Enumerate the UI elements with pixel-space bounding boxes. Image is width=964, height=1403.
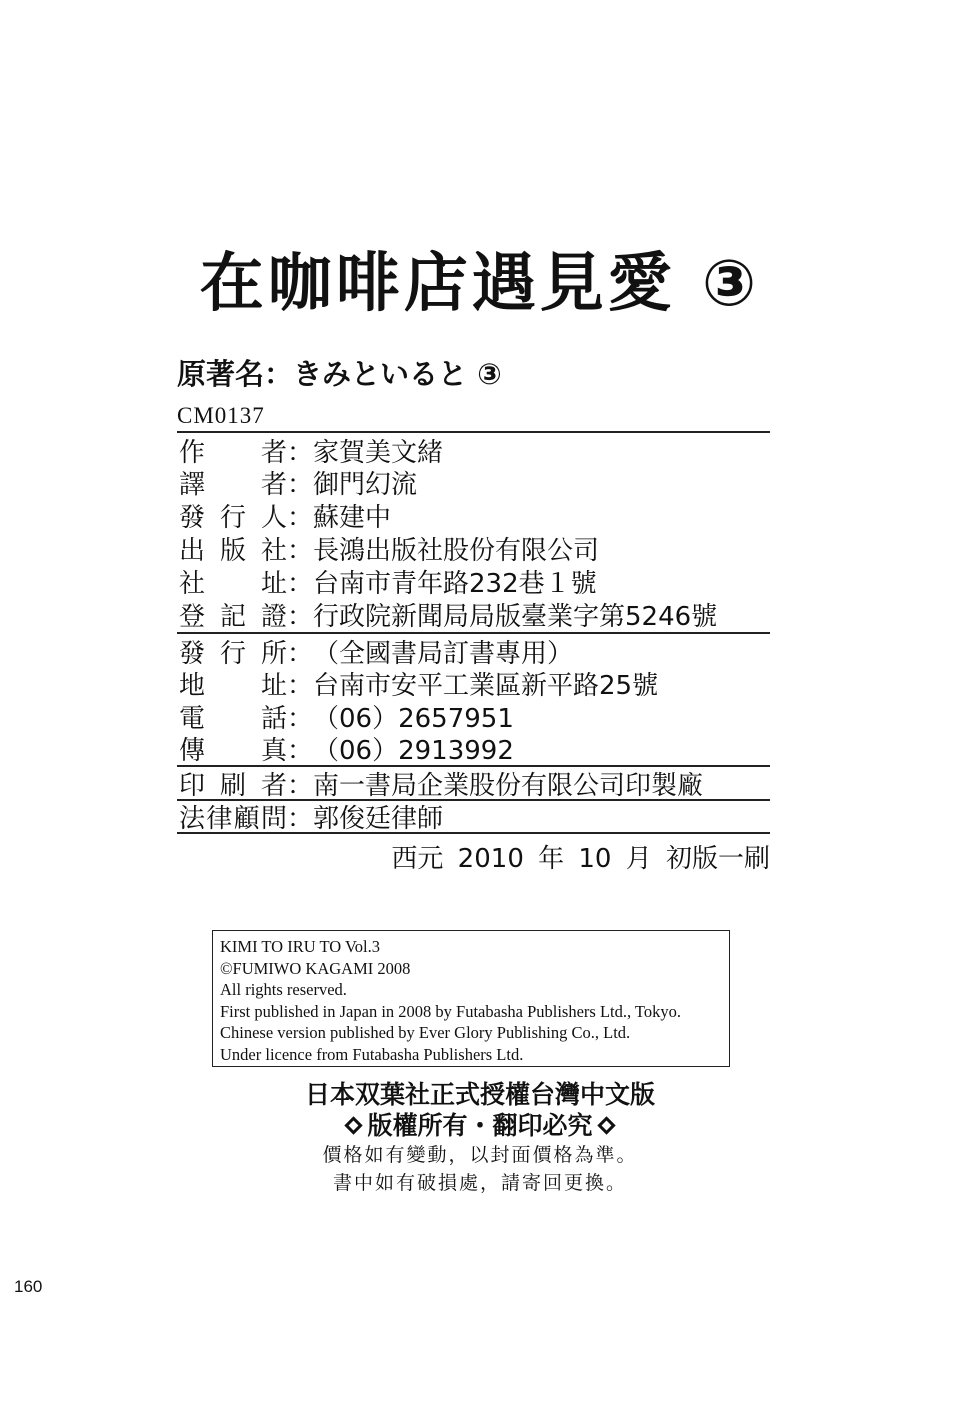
credit-value: 長鴻出版社股份有限公司: [313, 535, 600, 566]
copyright-box: [212, 930, 730, 1067]
credit-label-char: 版: [219, 535, 246, 566]
credit-label-char: 刷: [219, 770, 246, 801]
copyright-line: Under licence from Futabasha Publishers Ltd.: [220, 1044, 524, 1064]
credit-label: [179, 633, 287, 670]
credit-label-char: 譯: [179, 470, 206, 501]
credit-colon: ：: [287, 470, 314, 501]
credit-row: [179, 767, 703, 799]
credit-label-char: 傳: [179, 736, 206, 766]
copyright-line: ©FUMIWO KAGAMI 2008: [220, 958, 411, 978]
credit-label-char: 者: [260, 437, 287, 468]
credit-label-char: 址: [260, 671, 287, 701]
divider-rule: [177, 832, 770, 834]
credit-label-char: 發: [179, 503, 206, 534]
credit-row: [179, 668, 658, 700]
credit-label: [179, 730, 287, 767]
credit-label: [179, 596, 287, 633]
copyright-line: KIMI TO IRU TO Vol.3: [220, 937, 380, 956]
copyright-line: All rights reserved.: [220, 980, 347, 1000]
credit-label-char: 作: [179, 437, 206, 468]
credit-value: 蘇建中: [313, 503, 392, 534]
credit-label-char: 者: [260, 470, 287, 501]
book-title: 在咖啡店遇見愛 ③: [199, 247, 761, 321]
credit-label-char: 地: [179, 671, 206, 701]
edition-line: 西元 2010 年 10 月 初版一刷: [391, 844, 770, 874]
credit-label-char: 所: [260, 638, 287, 669]
credit-row: [179, 467, 417, 499]
credit-label-char: 印: [179, 770, 206, 801]
original-title: 原著名：きみといると ③: [177, 357, 502, 391]
credit-colon: ：: [287, 671, 314, 701]
credit-row: [179, 565, 597, 597]
credit-value: 御門幻流: [313, 470, 418, 501]
credit-value: 家賀美文緒: [313, 437, 444, 468]
credit-label: [179, 497, 287, 534]
credit-label-char: 社: [179, 568, 206, 599]
credit-colon: ：: [287, 703, 314, 734]
authorization-line: 日本双葉社正式授權台灣中文版: [304, 1080, 655, 1109]
credit-label: [179, 464, 287, 501]
credit-colon: ：: [287, 736, 314, 766]
credit-colon: ：: [287, 535, 314, 566]
credit-label-char: 社: [260, 535, 287, 566]
credit-label-char: 證: [260, 601, 287, 632]
diamond-icon: [345, 1116, 363, 1134]
credit-colon: ：: [287, 638, 314, 669]
credit-colon: ：: [287, 568, 314, 599]
credit-colon: ：: [287, 601, 314, 632]
credit-label-char: 真: [260, 736, 287, 766]
price-note: 價格如有變動，以封面價格為準。: [322, 1144, 638, 1166]
credit-label-char: 人: [260, 503, 287, 534]
credit-value: 南一書局企業股份有限公司印製廠: [313, 770, 704, 801]
credit-value: 行政院新聞局局版臺業字第5246號: [313, 601, 718, 632]
credit-row: [179, 800, 443, 832]
credit-value: （全國書局訂書專用）: [313, 638, 574, 669]
credit-colon: ：: [287, 437, 314, 468]
credit-label-char: 行: [219, 638, 246, 669]
credit-label-char: 話: [260, 703, 287, 734]
credit-label: [179, 530, 287, 567]
credit-label-char: 電: [179, 703, 206, 734]
credit-label-char: 法: [179, 803, 206, 834]
credit-colon: ：: [287, 803, 314, 834]
credit-colon: ：: [287, 770, 314, 801]
catalog-code: CM0137: [177, 403, 265, 428]
credit-label: [179, 432, 287, 469]
damage-note: 書中如有破損處，請寄回更換。: [332, 1172, 627, 1194]
credit-value: 台南市青年路232巷１號: [313, 568, 597, 599]
credit-label-char: 者: [260, 770, 287, 801]
credit-label-char: 問: [260, 803, 287, 834]
credit-row: [179, 500, 391, 532]
diamond-icon: [597, 1116, 615, 1134]
credit-row: [179, 635, 573, 667]
credit-label-char: 發: [179, 638, 206, 669]
credit-label-char: 律: [206, 803, 233, 834]
credit-value: （06）2913992: [313, 736, 514, 766]
credit-row: [179, 598, 717, 630]
rights-notice: [180, 1106, 780, 1142]
credit-label: [179, 665, 287, 702]
credit-label-char: 出: [179, 535, 206, 566]
credit-value: 郭俊廷律師: [313, 803, 444, 834]
credit-colon: ：: [287, 503, 314, 534]
rights-notice-text: 版權所有・翻印必究: [367, 1111, 593, 1140]
credit-label-char: 記: [219, 601, 246, 632]
credit-label: [179, 798, 287, 835]
credit-label-char: 登: [179, 601, 206, 632]
credit-label-char: 顧: [233, 803, 260, 834]
credit-label-char: 址: [260, 568, 287, 599]
copyright-line: Chinese version published by Ever Glory Publishing Co., Ltd.: [220, 1023, 631, 1043]
credit-row: [179, 434, 443, 466]
page-number: 160: [14, 1277, 43, 1296]
credit-value: 台南市安平工業區新平路25號: [313, 671, 659, 701]
credit-row: [179, 532, 599, 564]
credit-label: [179, 765, 287, 802]
copyright-line: First published in Japan in 2008 by Futabasha Publishers Ltd., Tokyo.: [220, 1001, 681, 1021]
credit-row: [179, 733, 514, 765]
credit-row: [179, 700, 514, 732]
credit-label: [179, 563, 287, 600]
credit-value: （06）2657951: [313, 703, 514, 734]
credit-label: [179, 698, 287, 735]
credit-label-char: 行: [219, 503, 246, 534]
